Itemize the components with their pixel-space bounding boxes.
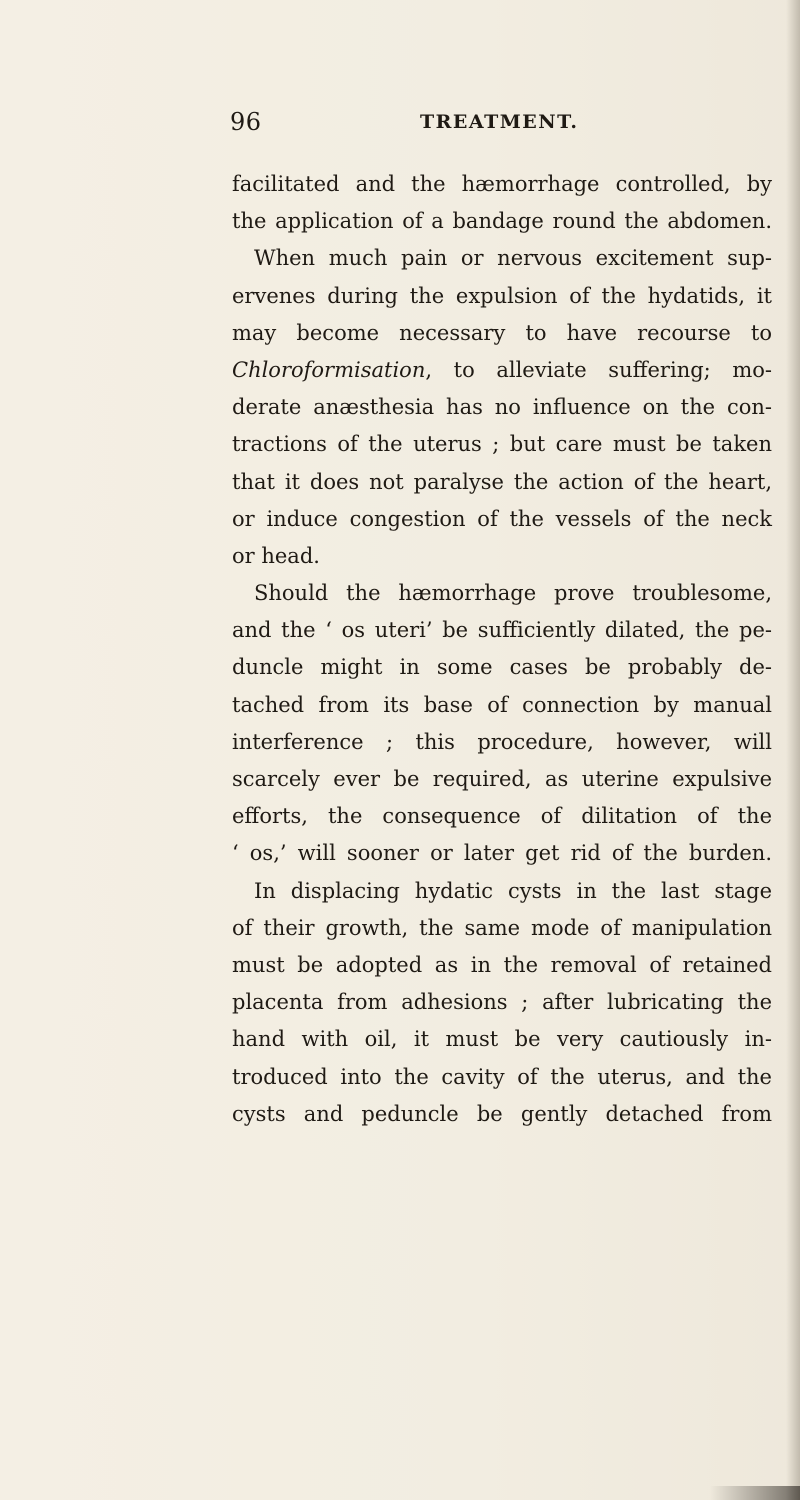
text-line: facilitated and the hæmorrhage controlled, by (232, 172, 772, 196)
text-line: and the ‘ os uteri’ be sufficiently dilated, the pe- (232, 618, 772, 643)
text-line: cysts and peduncle be gently detached from (232, 1101, 772, 1126)
text-line: may become necessary to have recourse to (232, 320, 772, 345)
text-line: When much pain or nervous excitement sup- (254, 246, 772, 271)
text-line: derate anæsthesia has no influence on the con- (232, 395, 772, 420)
text-line: tached from its base of connection by manual (232, 692, 772, 717)
text-line: placenta from adhesions ; after lubricating the (232, 990, 772, 1015)
page-number: 96 (230, 108, 262, 136)
page-header (230, 108, 750, 144)
text-line (232, 352, 772, 389)
text-line: ervenes during the expulsion of the hydatids, it (232, 283, 772, 308)
text-line: interference ; this procedure, however, will (232, 729, 772, 754)
running-head: TREATMENT. (420, 111, 579, 133)
text-line: In displacing hydatic cysts in the last stage (254, 878, 772, 903)
page-edge-shadow (786, 0, 800, 1500)
text-line: scarcely ever be required, as uterine expulsive (232, 767, 772, 791)
text-line: Should the hæmorrhage prove troublesome, (254, 581, 772, 606)
text-line: must be adopted as in the removal of retained (232, 952, 772, 977)
text-line: ‘ os,’ will sooner or later get rid of the burden. (232, 841, 772, 866)
text-line: troduced into the cavity of the uterus, and the (232, 1064, 772, 1089)
text-line: of their growth, the same mode of manipulation (232, 915, 772, 940)
page-corner-mark (710, 1486, 800, 1500)
text-line: or induce congestion of the vessels of the neck (232, 506, 772, 531)
text-line: that it does not paralyse the action of the heart, (232, 469, 772, 494)
text-line: efforts, the consequence of dilitation of the (232, 804, 772, 829)
italic-term: Chloroformisation (232, 357, 426, 382)
text-line: the application of a bandage round the abdomen. (232, 209, 772, 234)
text-line: tractions of the uterus ; but care must be taken (232, 432, 772, 457)
text-line: or head. (232, 543, 320, 568)
body-text (232, 166, 772, 1133)
text-line: duncle might in some cases be probably de- (232, 655, 772, 680)
text-line: hand with oil, it must be very cautiously in- (232, 1027, 772, 1052)
text-span: , to alleviate suffering; mo- (425, 357, 772, 382)
